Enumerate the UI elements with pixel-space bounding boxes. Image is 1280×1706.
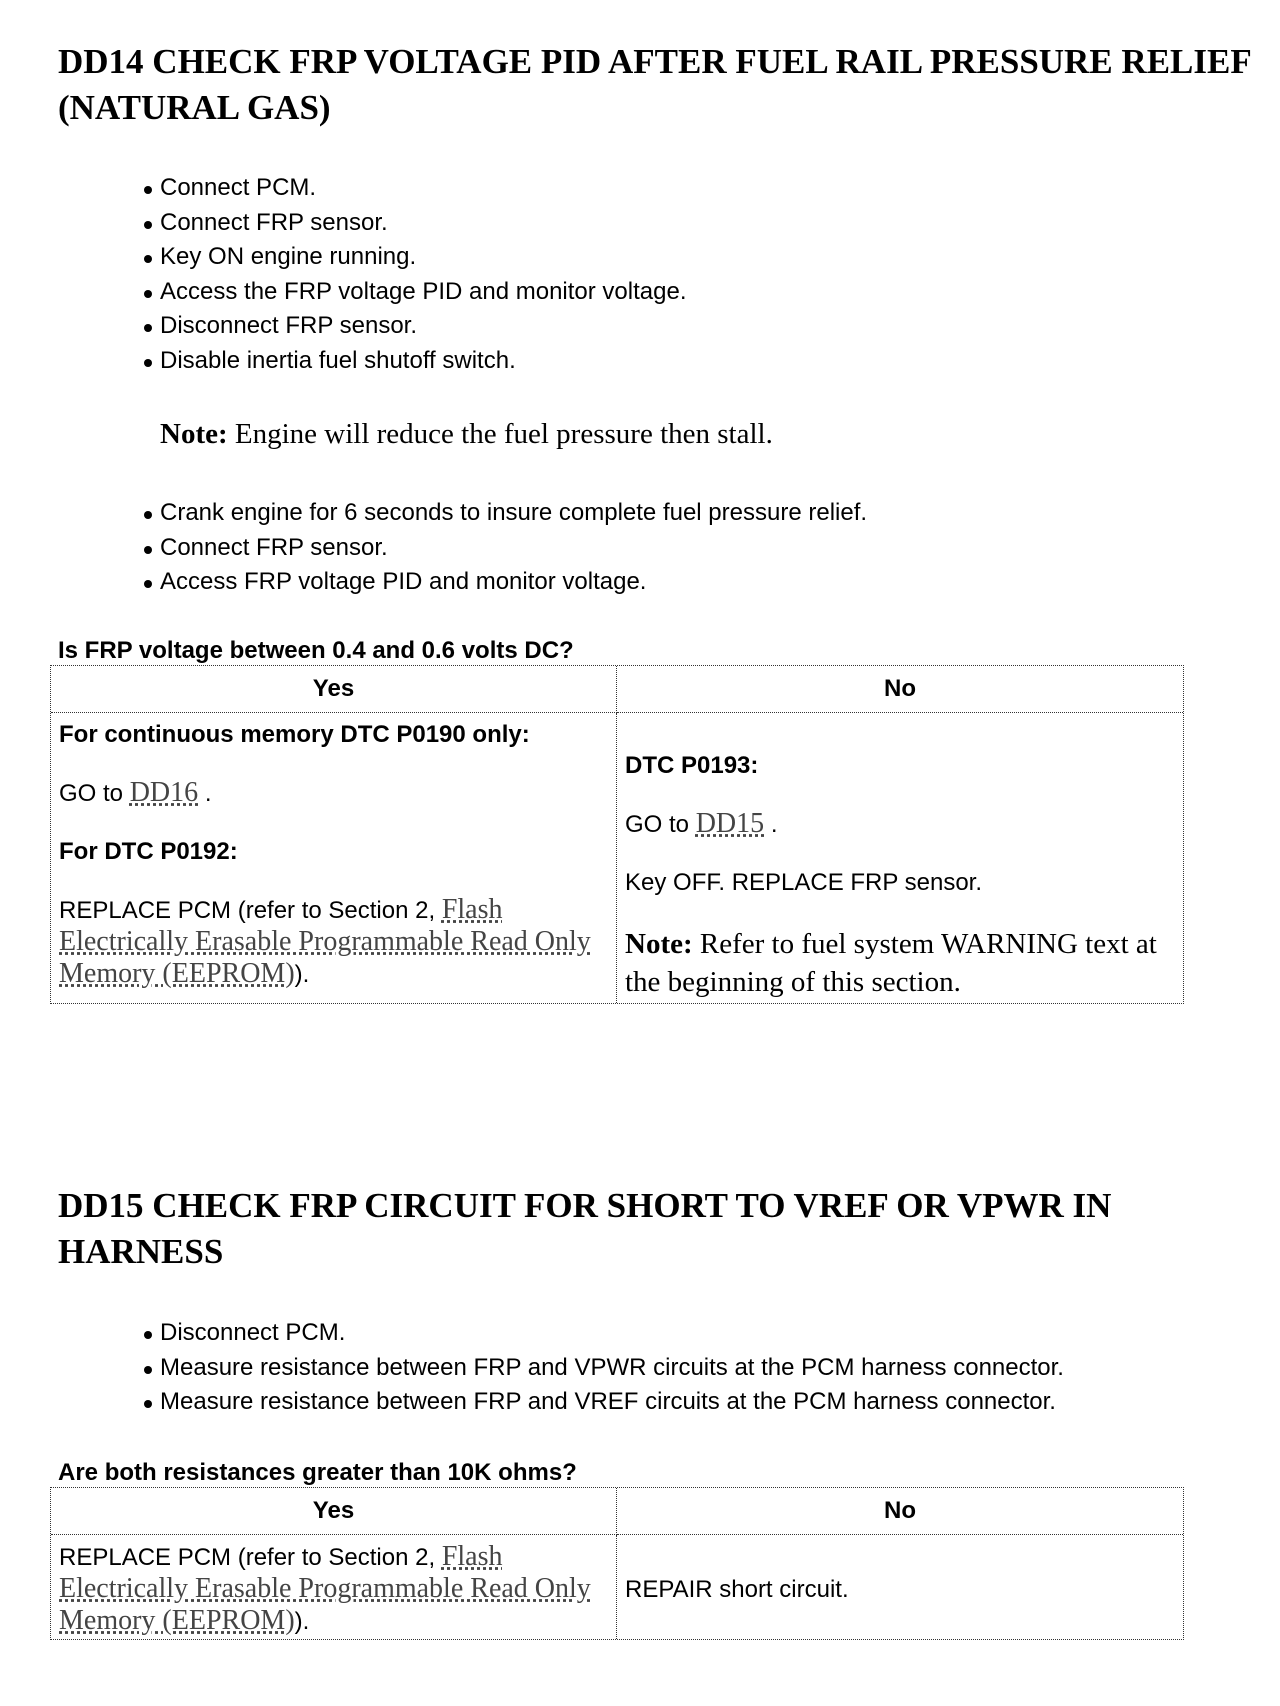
cell-note [625,925,1175,1001]
cell-heading: For continuous memory DTC P0190 only: [59,721,530,748]
note-label: Note: [625,928,693,960]
step-item: Key ON engine running. [142,240,687,275]
step-item: Disconnect PCM. [142,1316,1064,1351]
cell-paragraph [59,1541,608,1637]
cell-text: ). [294,961,310,988]
dd15-question: Are both resistances greater than 10K ohms? [58,1459,577,1486]
yes-cell [51,713,617,1003]
eeprom-link[interactable]: Flash Electrically Erasable Programmable Read Only Memory (EEPROM) [59,894,591,989]
step-item: Disconnect FRP sensor. [142,309,687,344]
cell-paragraph [625,808,1175,840]
cell-heading: DTC P0193: [625,752,759,779]
dd14-title: DD14 CHECK FRP VOLTAGE PID AFTER FUEL RAIL PRESSURE RELIEF (NATURAL GAS) [58,42,1251,127]
dd14-note [160,416,773,452]
no-header: No [617,1488,1183,1535]
cell-text: GO to [625,811,690,838]
cell-text: ). [294,1608,310,1635]
dd15-title: DD15 CHECK FRP CIRCUIT FOR SHORT TO VREF OR VPWR IN HARNESS [58,1186,1112,1271]
cell-text: . [770,811,778,838]
step-item: Crank engine for 6 seconds to insure complete fuel pressure relief. [142,496,867,531]
dd16-link[interactable]: DD16 [129,777,199,808]
cell-text: . [204,780,212,807]
note-label: Note: [160,418,228,450]
cell-paragraph: REPAIR short circuit. [625,1575,849,1603]
no-cell [617,713,1183,1003]
step-item: Measure resistance between FRP and VREF circuits at the PCM harness connector. [142,1385,1064,1420]
yes-header: Yes [51,666,617,713]
step-item: Connect FRP sensor. [142,206,687,241]
dd14-question: Is FRP voltage between 0.4 and 0.6 volts DC? [58,637,574,664]
cell-paragraph [59,894,608,990]
note-text: Engine will reduce the fuel pressure then stall. [234,418,773,450]
cell-text: GO to [59,780,124,807]
yes-cell [51,1535,617,1639]
dd15-steps [142,1316,1064,1420]
cell-paragraph: Key OFF. REPLACE FRP sensor. [625,869,983,896]
yes-header: Yes [51,1488,617,1535]
step-item: Access FRP voltage PID and monitor voltage. [142,565,867,600]
step-item: Disable inertia fuel shutoff switch. [142,344,687,379]
step-item: Access the FRP voltage PID and monitor voltage. [142,275,687,310]
dd15-decision-table [50,1487,1184,1640]
no-cell [617,1535,1183,1639]
dd14-steps-a [142,171,687,378]
note-text: Refer to fuel system WARNING text at the beginning of this section. [625,928,1157,998]
eeprom-link[interactable]: Flash Electrically Erasable Programmable Read Only Memory (EEPROM) [59,1541,591,1636]
cell-text: REPLACE PCM (refer to Section 2, [59,897,436,924]
dd14-decision-table [50,665,1184,1004]
step-item: Connect PCM. [142,171,687,206]
cell-text: REPLACE PCM (refer to Section 2, [59,1544,436,1571]
dd14-steps-b [142,496,867,600]
step-item: Measure resistance between FRP and VPWR circuits at the PCM harness connector. [142,1351,1064,1386]
no-header: No [617,666,1183,713]
step-item: Connect FRP sensor. [142,531,867,566]
cell-heading: For DTC P0192: [59,838,238,865]
dd15-link[interactable]: DD15 [695,808,765,839]
cell-paragraph [59,777,608,809]
